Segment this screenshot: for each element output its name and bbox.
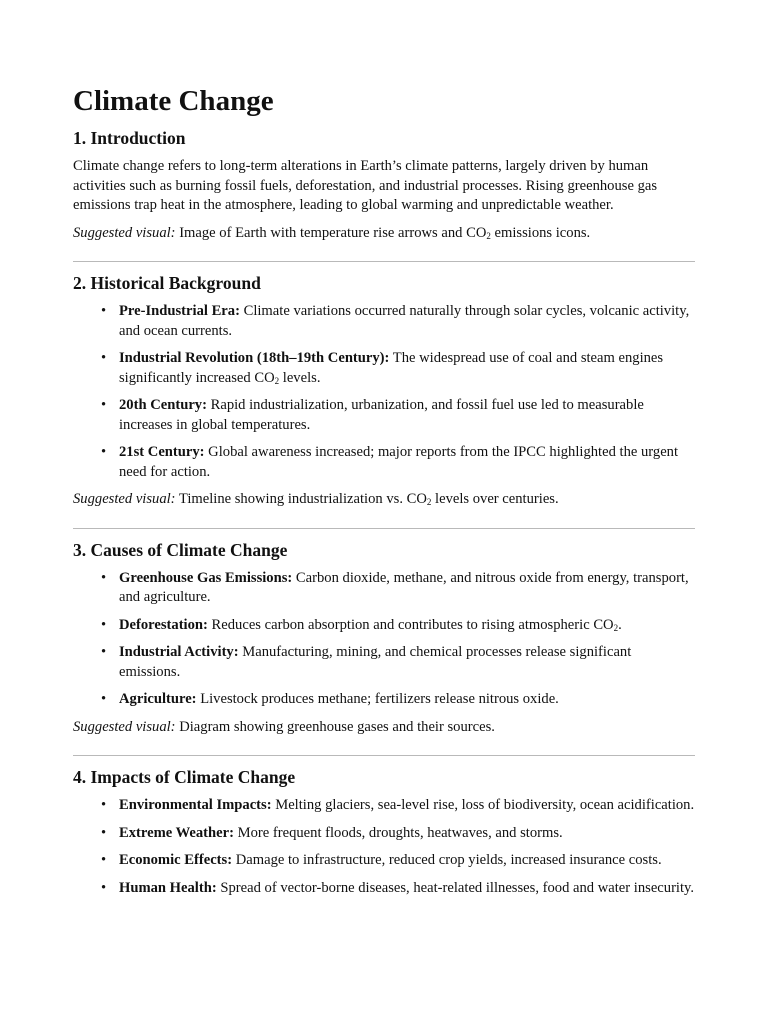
bullet-icon: • xyxy=(101,691,107,707)
list-item: • Deforestation: Reduces carbon absorption and contributes to rising atmospheric $CO_2$. xyxy=(119,616,695,636)
bullet-list xyxy=(73,796,695,898)
suggested-visual: Suggested visual: Diagram showing greenhouse gases and their sources. xyxy=(73,718,495,735)
bullet-icon: • xyxy=(101,824,107,841)
item-term: 20th Century: xyxy=(119,397,207,413)
intro-paragraph: Climate change refers to long-term alterations in Earth’s climate patterns, largely driven by human activities such as burning fossil fuels, deforestation, and industrial processes. Rising greenhouse gas emissions trap heat in the atmosphere, leading to global warming and unpredictable weather. xyxy=(73,158,658,213)
bullet-icon: • xyxy=(101,303,107,319)
list-item: • Human Health: Spread of vector-borne diseases, heat-related illnesses, food and water insecurity. xyxy=(119,879,695,899)
suggested-visual: Suggested visual: Image of Earth with temperature rise arrows and $CO_2$ emissions icons. xyxy=(73,224,591,241)
bullet-icon: • xyxy=(101,616,107,633)
item-term: Pre-Industrial Era: xyxy=(119,303,240,319)
list-item: • Agriculture: Livestock produces methane; fertilizers release nitrous oxide. xyxy=(119,690,695,710)
section-heading: 3. Causes of Climate Change xyxy=(73,539,288,560)
list-item: • Extreme Weather: More frequent floods, droughts, heatwaves, and storms. xyxy=(119,824,695,844)
list-item: • Greenhouse Gas Emissions: Carbon dioxide, methane, and nitrous oxide from energy, transport, and agriculture. xyxy=(101,569,689,605)
bullet-icon: • xyxy=(101,350,107,366)
bullet-icon: • xyxy=(101,444,107,460)
section-divider xyxy=(73,755,695,756)
section-heading: 2. Historical Background xyxy=(73,273,261,293)
section-divider xyxy=(73,528,695,529)
suggested-visual-label: Suggested visual: xyxy=(73,491,176,507)
bullet-icon: • xyxy=(101,397,107,413)
suggested-visual: Suggested visual: Timeline showing industrialization vs. $CO_2$ levels over centuries. xyxy=(73,491,559,507)
item-term: Industrial Revolution (18th–19th Century): xyxy=(119,350,390,366)
bullet-list xyxy=(73,302,695,482)
item-term: Human Health: xyxy=(119,879,217,896)
list-item: • Pre-Industrial Era: Climate variations occurred naturally through solar cycles, volcanic activity, and ocean currents. xyxy=(101,303,690,339)
section-impacts xyxy=(73,766,695,898)
list-item: • Environmental Impacts: Melting glaciers, sea-level rise, loss of biodiversity, ocean acidification. xyxy=(119,796,695,816)
suggested-visual-label: Suggested visual: xyxy=(73,718,176,735)
document-title: Climate Change xyxy=(73,85,274,117)
section-introduction xyxy=(73,127,695,243)
item-term: Extreme Weather: xyxy=(119,824,234,841)
list-item: • Industrial Revolution (18th–19th Century): The widespread use of coal and steam engines significantly increased $CO_2$ levels. xyxy=(101,350,664,386)
item-term: Greenhouse Gas Emissions: xyxy=(119,569,293,586)
section-historical-background xyxy=(73,272,695,510)
suggested-visual-label: Suggested visual: xyxy=(73,224,176,241)
list-item: • Industrial Activity: Manufacturing, mining, and chemical processes release significant emissions. xyxy=(101,644,632,680)
bullet-icon: • xyxy=(101,852,107,868)
list-item: • 21st Century: Global awareness increased; major reports from the IPCC highlighted the urgent need for action. xyxy=(101,444,679,480)
item-term: Industrial Activity: xyxy=(119,644,239,660)
bullet-icon: • xyxy=(101,879,107,896)
item-term: 21st Century: xyxy=(119,444,205,460)
list-item: • 20th Century: Rapid industrialization, urbanization, and fossil fuel use led to measurable increases in global temperatures. xyxy=(101,397,644,433)
bullet-list xyxy=(73,569,695,710)
item-term: Deforestation: xyxy=(119,616,208,633)
section-divider xyxy=(73,261,695,262)
bullet-icon: • xyxy=(101,644,107,660)
list-item: • Economic Effects: Damage to infrastructure, reduced crop yields, increased insurance costs. xyxy=(119,851,695,871)
bullet-icon: • xyxy=(101,569,107,586)
section-causes xyxy=(73,539,695,738)
bullet-icon: • xyxy=(101,797,107,813)
section-heading: 4. Impacts of Climate Change xyxy=(73,767,296,787)
item-term: Agriculture: xyxy=(119,691,197,707)
item-term: Environmental Impacts: xyxy=(119,797,272,813)
item-term: Economic Effects: xyxy=(119,852,233,868)
section-heading: 1. Introduction xyxy=(73,128,186,148)
